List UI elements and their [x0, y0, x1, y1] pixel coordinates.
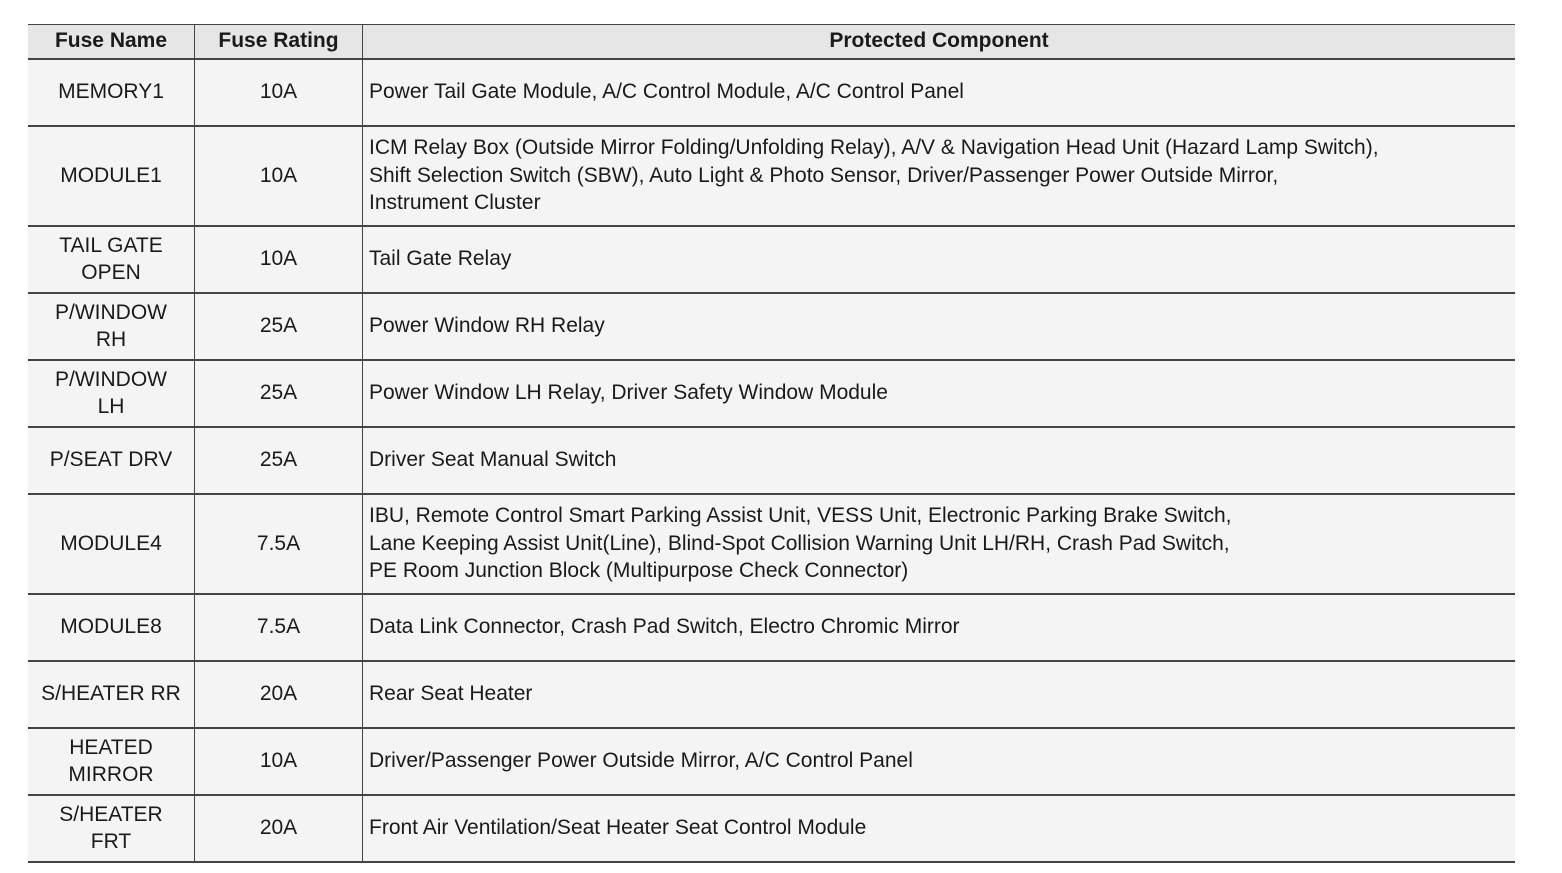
header-fuse-name: Fuse Name: [28, 25, 195, 59]
table-row: [28, 226, 1515, 293]
table-body: [28, 59, 1515, 862]
table-row: [28, 594, 1515, 661]
fuse-name-cell: MODULE1: [28, 126, 195, 226]
table-header: [28, 25, 1515, 59]
table-row: [28, 661, 1515, 728]
protected-component-cell: Driver Seat Manual Switch: [363, 427, 1516, 494]
fuse-rating-cell: 25A: [195, 360, 363, 427]
protected-component-cell: Data Link Connector, Crash Pad Switch, Electro Chromic Mirror: [363, 594, 1516, 661]
table-row: [28, 427, 1515, 494]
table-row: [28, 494, 1515, 594]
protected-component-cell: Tail Gate Relay: [363, 226, 1516, 293]
fuse-rating-cell: 10A: [195, 126, 363, 226]
fuse-name-cell: HEATED MIRROR: [28, 728, 195, 795]
fuse-name-cell: S/HEATER RR: [28, 661, 195, 728]
table-row: [28, 795, 1515, 862]
fuse-name-cell: MODULE8: [28, 594, 195, 661]
fuse-rating-cell: 7.5A: [195, 494, 363, 594]
table-row: [28, 126, 1515, 226]
fuse-rating-cell: 20A: [195, 661, 363, 728]
protected-component-cell: Driver/Passenger Power Outside Mirror, A/C Control Panel: [363, 728, 1516, 795]
protected-component-cell: Power Window LH Relay, Driver Safety Window Module: [363, 360, 1516, 427]
table-row: [28, 360, 1515, 427]
fuse-name-cell: P/SEAT DRV: [28, 427, 195, 494]
fuse-name-cell: MODULE4: [28, 494, 195, 594]
fuse-name-cell: TAIL GATE OPEN: [28, 226, 195, 293]
fuse-rating-cell: 10A: [195, 728, 363, 795]
header-fuse-rating: Fuse Rating: [195, 25, 363, 59]
fuse-rating-cell: 25A: [195, 427, 363, 494]
fuse-table: [28, 24, 1515, 863]
table-row: [28, 728, 1515, 795]
protected-component-cell: ICM Relay Box (Outside Mirror Folding/Unfolding Relay), A/V & Navigation Head Unit (Hazard Lamp Switch), Shift Selection Switch (SBW), Auto Light & Photo Sensor, Driver/Passenger Power Outside Mirror, Instrument Cluster: [363, 126, 1516, 226]
header-row: [28, 25, 1515, 59]
fuse-name-cell: P/WINDOW RH: [28, 293, 195, 360]
protected-component-cell: Power Tail Gate Module, A/C Control Module, A/C Control Panel: [363, 59, 1516, 126]
fuse-name-cell: S/HEATER FRT: [28, 795, 195, 862]
fuse-rating-cell: 20A: [195, 795, 363, 862]
table-row: [28, 293, 1515, 360]
fuse-rating-cell: 25A: [195, 293, 363, 360]
protected-component-cell: Power Window RH Relay: [363, 293, 1516, 360]
protected-component-cell: Rear Seat Heater: [363, 661, 1516, 728]
fuse-rating-cell: 10A: [195, 226, 363, 293]
fuse-rating-cell: 10A: [195, 59, 363, 126]
table-row: [28, 59, 1515, 126]
fuse-name-cell: MEMORY1: [28, 59, 195, 126]
protected-component-cell: Front Air Ventilation/Seat Heater Seat Control Module: [363, 795, 1516, 862]
fuse-name-cell: P/WINDOW LH: [28, 360, 195, 427]
header-protected-component: Protected Component: [363, 25, 1516, 59]
protected-component-cell: IBU, Remote Control Smart Parking Assist Unit, VESS Unit, Electronic Parking Brake Switch, Lane Keeping Assist Unit(Line), Blind-Spot Collision Warning Unit LH/RH, Crash Pad Switch, PE Room Junction Block (Multipurpose Check Connector): [363, 494, 1516, 594]
fuse-rating-cell: 7.5A: [195, 594, 363, 661]
